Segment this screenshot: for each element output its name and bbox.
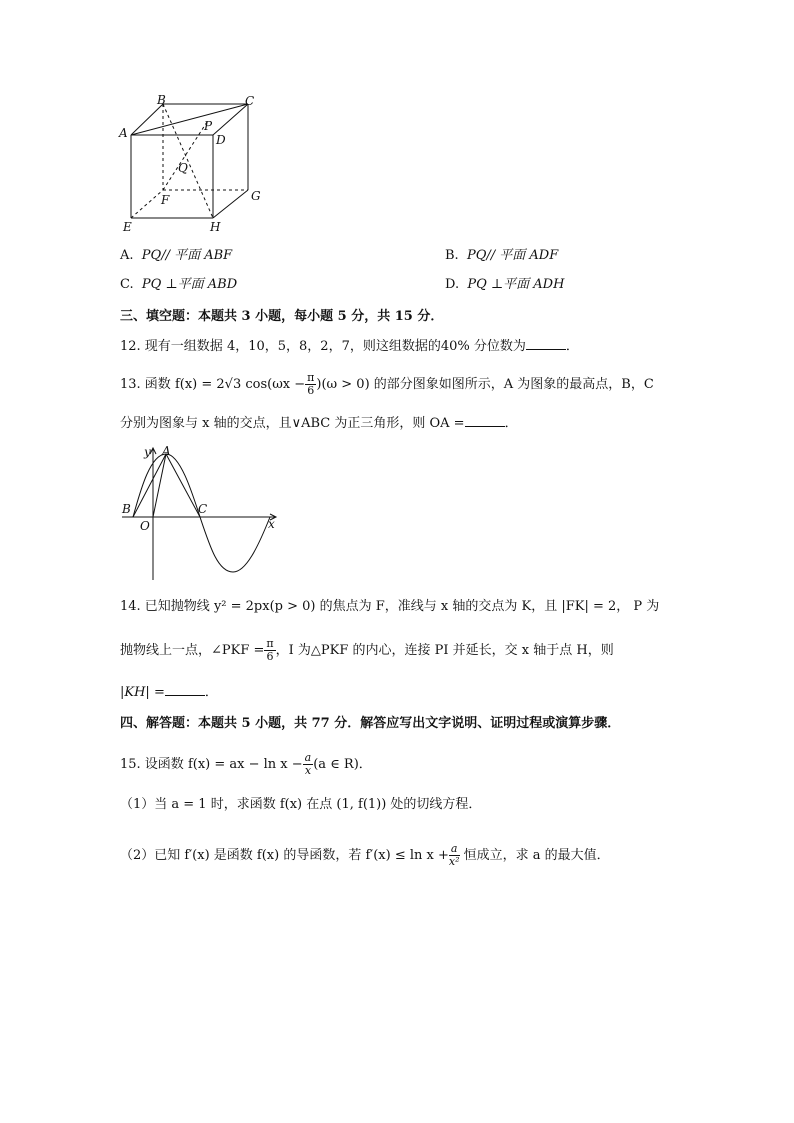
option-a-letter: A. xyxy=(120,248,134,263)
option-a xyxy=(120,247,232,265)
graph-label-C: C xyxy=(198,502,208,516)
graph-label-A: A xyxy=(162,444,171,458)
option-d xyxy=(445,276,564,294)
cube-label-P: P xyxy=(204,119,213,133)
question-15-part2 xyxy=(120,843,610,868)
q14-line3: |KH| = xyxy=(120,685,165,700)
cube-label-E: E xyxy=(123,220,132,234)
q14-line1: 14. 已知抛物线 y² = 2px(p > 0) 的焦点为 F，准线与 x 轴的交点为 K，且 |FK| = 2， P 为 xyxy=(120,599,660,614)
option-b xyxy=(445,247,558,265)
question-14-line2 xyxy=(120,638,614,663)
cube-label-G: G xyxy=(251,189,261,203)
section4-heading: 四、解答题：本题共 5 小题，共 77 分．解答应写出文字说明、证明过程或演算步骤． xyxy=(120,716,621,731)
cube-label-B: B xyxy=(157,93,166,107)
option-c-text: PQ ⊥平面 ABD xyxy=(141,277,238,292)
q14-frac-num: π xyxy=(266,637,274,650)
q14-frac-den: 6 xyxy=(266,650,274,663)
option-d-text: PQ ⊥平面 ADH xyxy=(467,277,565,292)
q15-part2-frac-den: x² xyxy=(448,855,460,868)
q13-answer-blank xyxy=(465,414,505,427)
cube-label-F: F xyxy=(161,193,170,207)
q14-answer-blank xyxy=(165,683,205,696)
cube-label-Q: Q xyxy=(178,161,188,175)
q13-line1-b: )(ω > 0) 的部分图象如图所示，A 为图象的最高点，B，C xyxy=(316,377,654,392)
graph-label-x: x xyxy=(268,517,275,531)
option-b-letter: B. xyxy=(445,248,459,263)
cube-label-D: D xyxy=(216,133,226,147)
q15-frac-num: a xyxy=(304,751,312,764)
q15-part2-frac-num: a xyxy=(449,843,460,856)
cube-label-A: A xyxy=(119,126,128,140)
question-13-line1 xyxy=(120,372,654,397)
q12-end: ． xyxy=(565,339,579,354)
option-d-letter: D. xyxy=(445,277,460,292)
q14-end: ． xyxy=(204,685,218,700)
option-a-text: PQ// 平面 ABF xyxy=(141,248,233,263)
graph-label-y: y xyxy=(144,445,151,459)
option-c xyxy=(120,276,237,294)
q15-part1: （1）当 a = 1 时，求函数 f(x) 在点 (1, f(1)) 处的切线方程． xyxy=(120,797,482,812)
q13-end: ． xyxy=(504,416,518,431)
q15-part2-b: 恒成立，求 a 的最大值． xyxy=(463,848,610,863)
option-b-text: PQ// 平面 ADF xyxy=(466,248,559,263)
q15-fraction xyxy=(303,752,314,777)
question-14-line1 xyxy=(120,598,659,616)
question-15-stem xyxy=(120,752,372,777)
question-13-line2 xyxy=(120,414,518,433)
cube-label-C: C xyxy=(245,94,255,108)
q13-line2: 分别为图象与 x 轴的交点，且∨ABC 为正三角形，则 OA = xyxy=(120,416,465,431)
q12-answer-blank xyxy=(526,337,566,350)
q13-line1-a: 13. 函数 f(x) = 2√3 cos(ωx − xyxy=(120,377,306,392)
cube-label-H: H xyxy=(210,220,221,234)
section3-heading: 三、填空题：本题共 3 小题，每小题 5 分，共 15 分． xyxy=(120,309,444,324)
q12-text: 12. 现有一组数据 4，10，5，8，2，7，则这组数据的40% 分位数为 xyxy=(120,339,526,354)
graph-label-O: O xyxy=(140,519,150,533)
cube-figure xyxy=(115,92,275,237)
question-14-line3 xyxy=(120,683,218,702)
q15-stem-a: 15. 设函数 f(x) = ax − ln x − xyxy=(120,757,303,772)
q15-part2-fraction xyxy=(449,843,460,868)
q13-fraction xyxy=(305,372,316,397)
q14-fraction xyxy=(264,638,275,663)
q15-stem-b: (a ∈ R)． xyxy=(313,757,372,772)
q13-frac-num: π xyxy=(307,371,315,384)
q13-frac-den: 6 xyxy=(307,384,315,397)
q14-line2-b: ，I 为△PKF 的内心，连接 PI 并延长，交 x 轴于点 H，则 xyxy=(275,643,614,658)
cosine-graph xyxy=(118,442,283,584)
option-c-letter: C. xyxy=(120,277,134,292)
question-12 xyxy=(120,337,579,356)
q15-frac-den: x xyxy=(304,764,312,777)
q15-part2-a: （2）已知 f′(x) 是函数 f(x) 的导函数，若 f′(x) ≤ ln x + xyxy=(120,848,449,863)
graph-label-B: B xyxy=(122,502,131,516)
question-15-part1 xyxy=(120,796,481,814)
q14-line2-a: 抛物线上一点，∠PKF = xyxy=(120,643,265,658)
